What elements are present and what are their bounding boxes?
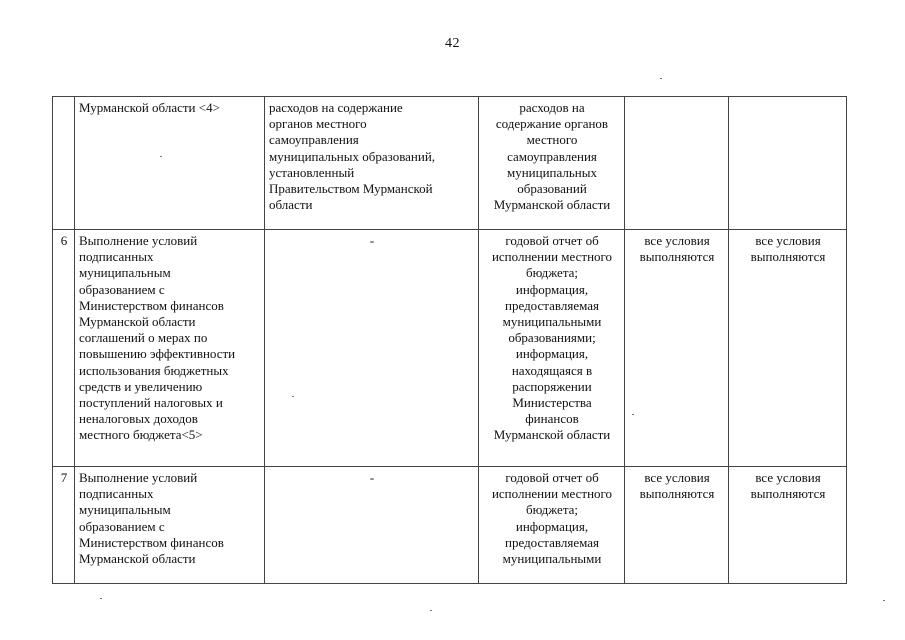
table-row <box>53 97 847 230</box>
source-cell: годовой отчет об исполнении местного бюджета; информация, предоставляемая муниципальными образованиями; информация, находящаяся в распоряжении Министерства финансов Мурманской области <box>479 230 625 467</box>
source-cell: годовой отчет об исполнении местного бюджета; информация, предоставляемая муниципальными <box>479 467 625 584</box>
value-a-cell <box>625 97 729 230</box>
requirement-cell: - <box>265 467 479 584</box>
scan-speck <box>100 598 102 599</box>
value-a-cell: все условия выполняются <box>625 230 729 467</box>
value-a-cell: все условия выполняются <box>625 467 729 584</box>
table-row <box>53 230 847 467</box>
condition-cell: Мурманской области <4> <box>75 97 265 230</box>
value-b-cell: все условия выполняются <box>729 230 847 467</box>
requirement-cell: расходов на содержание органов местного самоуправления муниципальных образований, установленный Правительством Мурманской области <box>265 97 479 230</box>
value-b-cell <box>729 97 847 230</box>
row-number-cell: 6 <box>53 230 75 467</box>
document-table <box>52 96 847 584</box>
source-cell: расходов на содержание органов местного самоуправления муниципальных образований Мурманской области <box>479 97 625 230</box>
table-row <box>53 467 847 584</box>
scan-speck <box>430 610 432 611</box>
value-b-cell: все условия выполняются <box>729 467 847 584</box>
scan-speck <box>632 414 634 415</box>
page-number: 42 <box>445 36 460 51</box>
condition-cell: Выполнение условий подписанных муниципальным образованием с Министерством финансов Мурманской области соглашений о мерах по повышению эффективности использования бюджетных средств и увеличению поступлений налоговых и неналоговых доходов местного бюджета<5> <box>75 230 265 467</box>
row-number-cell: 7 <box>53 467 75 584</box>
scan-speck <box>160 156 162 157</box>
scan-speck <box>292 396 294 397</box>
scan-speck <box>883 600 885 601</box>
scan-speck <box>660 78 662 79</box>
row-number-cell <box>53 97 75 230</box>
condition-cell: Выполнение условий подписанных муниципальным образованием с Министерством финансов Мурманской области <box>75 467 265 584</box>
requirement-cell: - <box>265 230 479 467</box>
